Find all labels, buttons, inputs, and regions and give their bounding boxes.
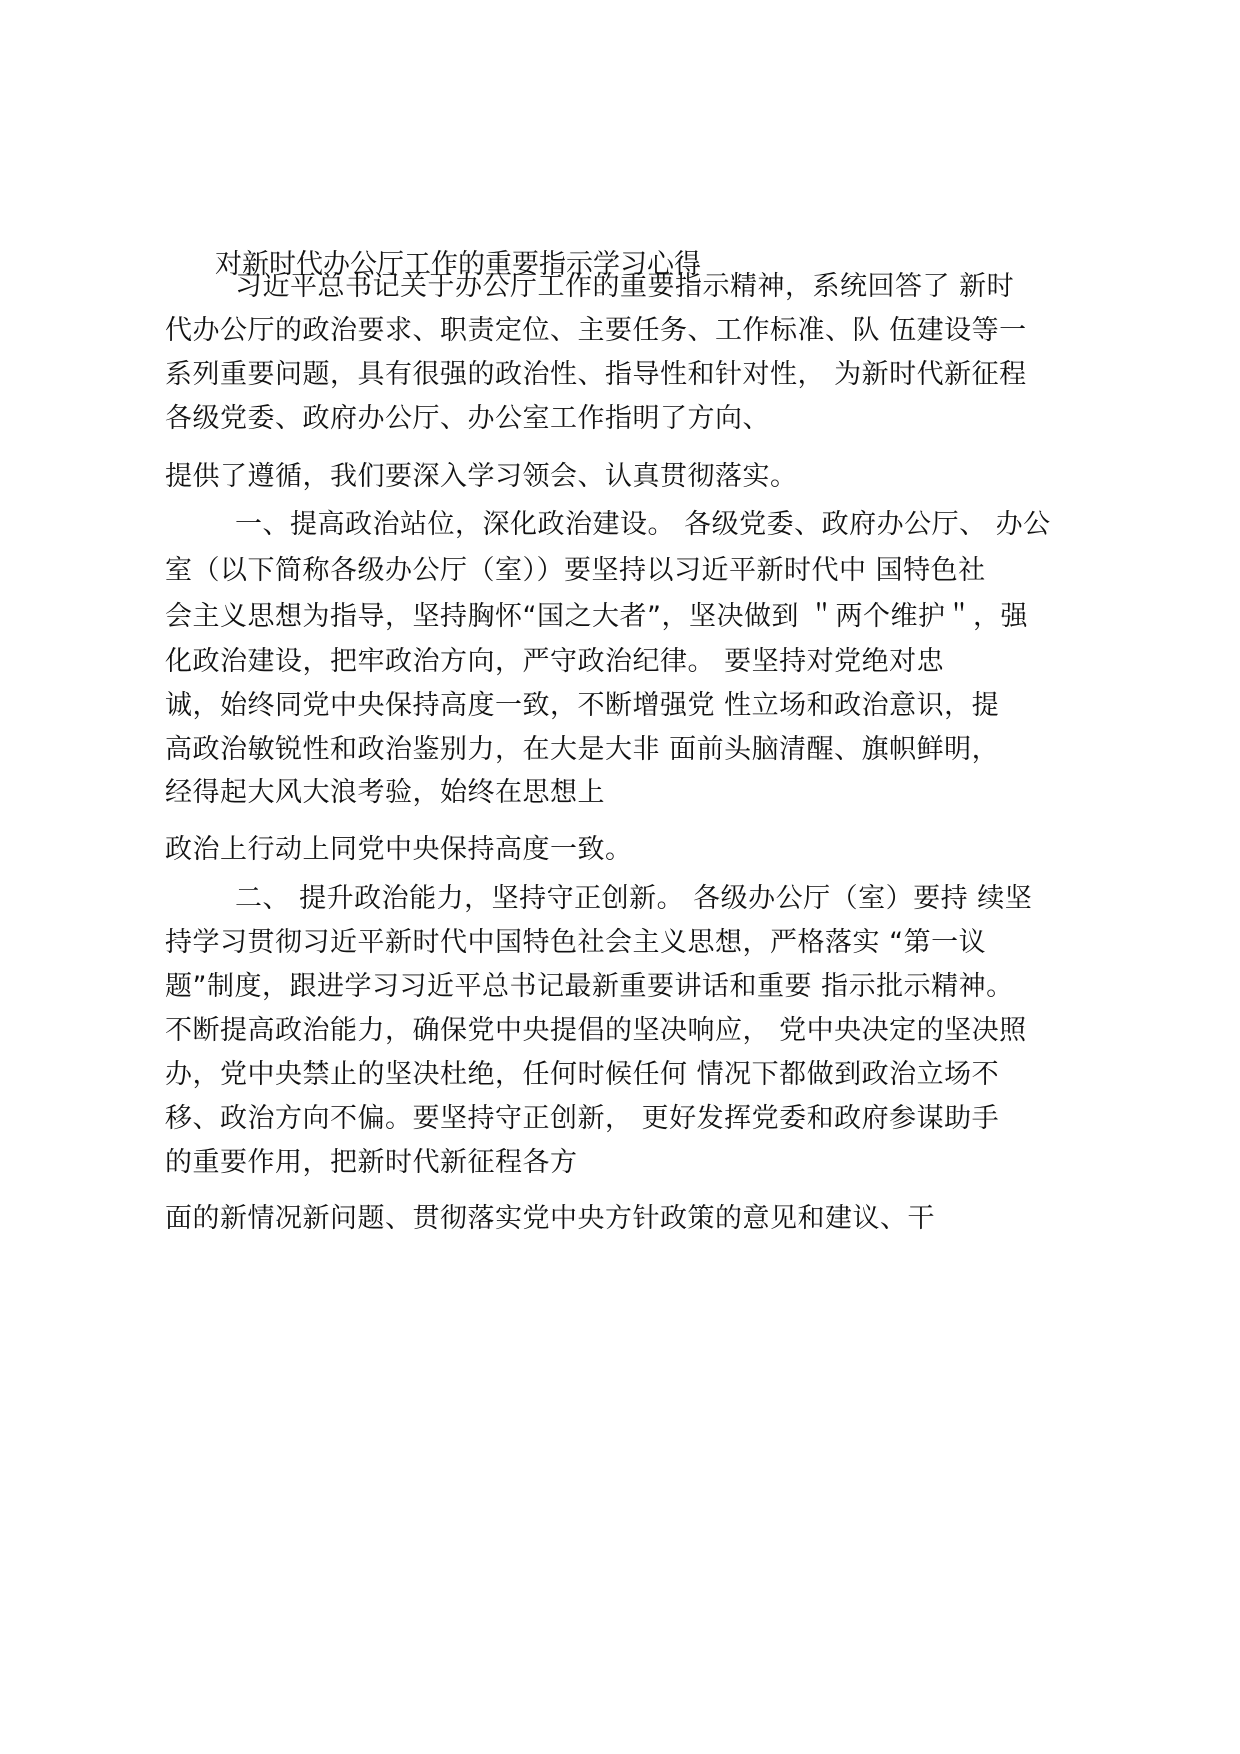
paragraph-line: 二、 提升政治能力，坚持守正创新。 各级办公厅（室）要持 续坚 (235, 883, 1033, 914)
paragraph-line: 高政治敏锐性和政治鉴别力，在大是大非 面前头脑清醒、旗帜鲜明， (165, 734, 1000, 765)
paragraph-line: 政治上行动上同党中央保持高度一致。 (165, 834, 633, 865)
paragraph-line: 化政治建设，把牢政治方向，严守政治纪律。 要坚持对党绝对忠 (165, 646, 945, 677)
document-title: 对新时代办公厅工作的重要指示学习心得 (215, 249, 701, 280)
paragraph-line: 各级党委、政府办公厅、办公室工作指明了方向、 (165, 403, 770, 434)
paragraph-line: 移、政治方向不偏。要坚持守正创新， 更好发挥党委和政府参谋助手 (165, 1103, 1000, 1134)
paragraph-line: 代办公厅的政治要求、职责定位、主要任务、工作标准、队 伍建设等一 (165, 315, 1027, 346)
paragraph-line: 持学习贯彻习近平新时代中国特色社会主义思想，严格落实 “第一议 (165, 927, 987, 958)
paragraph-line: 面的新情况新问题、贯彻落实党中央方针政策的意见和建议、干 (165, 1203, 935, 1234)
paragraph-line: 题”制度，跟进学习习近平总书记最新重要讲话和重要 指示批示精神。 (165, 971, 1014, 1002)
paragraph-line: 会主义思想为指导，坚持胸怀“国之大者”，坚决做到 ＂两个维护＂，强 (165, 601, 1029, 632)
paragraph-line: 的重要作用，把新时代新征程各方 (165, 1147, 578, 1178)
paragraph-line: 系列重要问题，具有很强的政治性、指导性和针对性， 为新时代新征程 (165, 359, 1027, 390)
paragraph-line: 习近平总书记关于办公厅工作的重要指示精神，系统回答了 新时 (235, 271, 1015, 302)
paragraph-line: 诚，始终同党中央保持高度一致，不断增强党 性立场和政治意识，提 (165, 690, 1000, 721)
paragraph-line: 经得起大风大浪考验，始终在思想上 (165, 777, 605, 808)
paragraph-line: 提供了遵循，我们要深入学习领会、认真贯彻落实。 (165, 461, 798, 492)
paragraph-line: 办，党中央禁止的坚决杜绝，任何时候任何 情况下都做到政治立场不 (165, 1059, 1000, 1090)
paragraph-line: 一、提高政治站位，深化政治建设。 各级党委、政府办公厅、 办公 (235, 509, 1051, 540)
paragraph-line: 不断提高政治能力，确保党中央提倡的坚决响应， 党中央决定的坚决照 (165, 1015, 1027, 1046)
paragraph-line: 室（以下简称各级办公厅（室））要坚持以习近平新时代中 国特色社 (165, 555, 986, 586)
